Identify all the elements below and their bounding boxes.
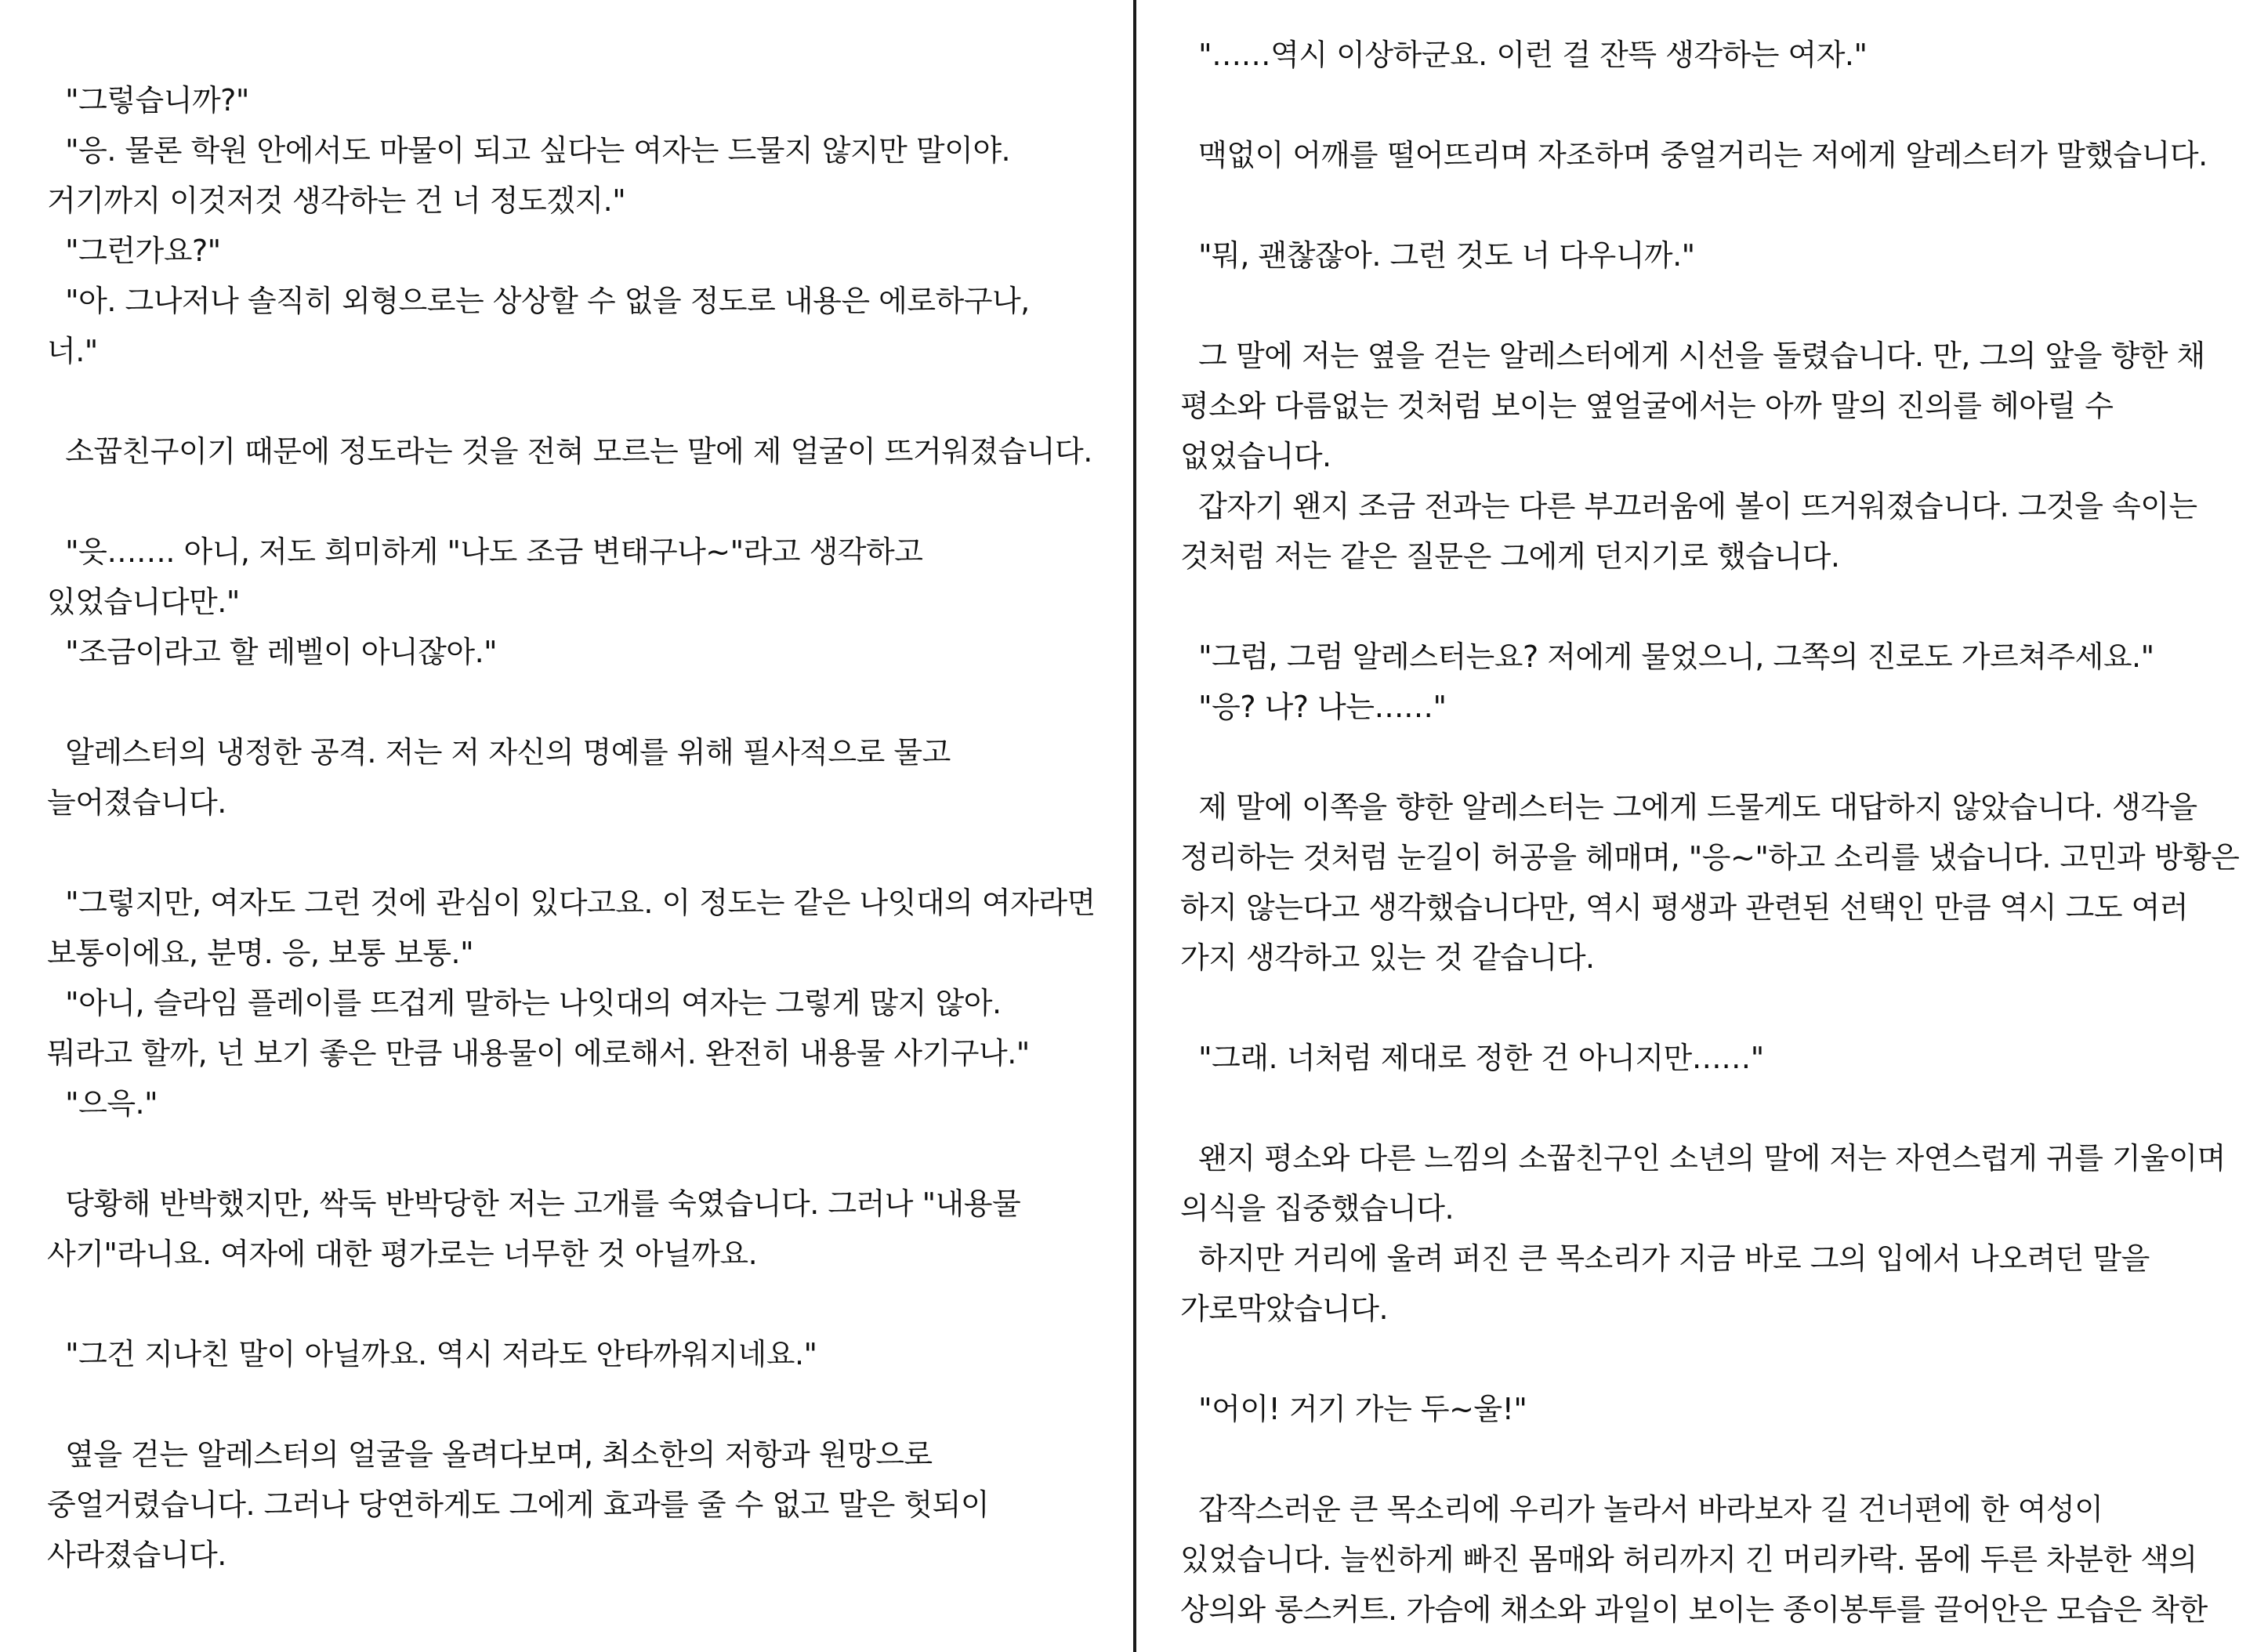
- text-line: 것처럼 저는 같은 질문은 그에게 던지기로 했습니다.: [1180, 539, 1840, 574]
- text-line: 없었습니다.: [1180, 439, 1331, 473]
- text-line: "그렇지만, 여자도 그런 것에 관심이 있다고요. 이 정도는 같은 나잇대의 여자라면: [47, 886, 1096, 920]
- text-line: 있었습니다만.": [47, 585, 240, 619]
- text-line: "으윽.": [47, 1086, 158, 1121]
- text-line: "조금이라고 할 레벨이 아니잖아.": [47, 635, 498, 669]
- text-line: "그런가요?": [47, 234, 221, 268]
- text-line: "그렇습니까?": [47, 83, 249, 118]
- page-divider: [1133, 0, 1136, 1652]
- text-line: "응. 물론 학원 안에서도 마물이 되고 싶다는 여자는 드물지 않지만 말이야.: [47, 133, 1011, 168]
- text-line: 사라졌습니다.: [47, 1538, 226, 1572]
- text-line: 하지 않는다고 생각했습니다만, 역시 평생과 관련된 선택인 만큼 역시 그도 여러: [1180, 890, 2189, 925]
- text-line: 정리하는 것처럼 눈길이 허공을 헤매며, "응~"하고 소리를 냈습니다. 고민과 방황은: [1180, 840, 2240, 875]
- text-line: 거기까지 이것저것 생각하는 건 너 정도겠지.": [47, 183, 626, 218]
- text-line: [1180, 983, 2241, 1033]
- text-line: 그 말에 저는 옆을 걷는 알레스터에게 시선을 돌렸습니다. 만, 그의 앞을 향한 채: [1180, 339, 2205, 373]
- text-line: "그래. 너처럼 제대로 정한 건 아니지만……": [1180, 1041, 1764, 1075]
- text-line: [1180, 1334, 2241, 1384]
- text-line: "뭐, 괜찮잖아. 그런 것도 너 다우니까.": [1180, 238, 1695, 273]
- text-line: "그건 지나친 말이 아닐까요. 역시 저라도 안타까워지네요.": [47, 1337, 817, 1371]
- text-line: 갑자기 왠지 조금 전과는 다른 부끄러움에 볼이 뜨거워졌습니다. 그것을 속이는: [1180, 489, 2197, 523]
- text-line: 뭐라고 할까, 넌 보기 좋은 만큼 내용물이 에로해서. 완전히 내용물 사기구나.": [47, 1036, 1030, 1071]
- text-line: 소꿉친구이기 때문에 정도라는 것을 전혀 모르는 말에 제 얼굴이 뜨거워졌습니다.: [47, 434, 1092, 469]
- text-line: "……역시 이상하군요. 이런 걸 잔뜩 생각하는 여자.": [1180, 38, 1868, 72]
- text-line: 중얼거렸습니다. 그러나 당연하게도 그에게 효과를 줄 수 없고 말은 헛되이: [47, 1487, 990, 1522]
- text-line: 가로막았습니다.: [1180, 1292, 1389, 1326]
- text-line: 보통이에요, 분명. 응, 보통 보통.": [47, 936, 474, 970]
- text-line: 왠지 평소와 다른 느낌의 소꿉친구인 소년의 말에 저는 자연스럽게 귀를 기울이며: [1180, 1141, 2226, 1176]
- text-line: 가지 생각하고 있는 것 같습니다.: [1180, 940, 1595, 975]
- text-line: [1180, 180, 2241, 230]
- text-line: 상의와 롱스커트. 가슴에 채소와 과일이 보이는 종이봉투를 끌어안은 모습은 착한: [1180, 1592, 2208, 1627]
- text-line: 있었습니다. 늘씬하게 빠진 몸매와 허리까지 긴 머리카락. 몸에 두른 차분한 색의: [1180, 1542, 2197, 1577]
- text-line: 갑작스러운 큰 목소리에 우리가 놀라서 바라보자 길 건너편에 한 여성이: [1180, 1492, 2103, 1527]
- text-line: "어이! 거기 가는 두~울!": [1180, 1392, 1527, 1426]
- text-line: "아니, 슬라임 플레이를 뜨겁게 말하는 나잇대의 여자는 그렇게 많지 않아.: [47, 986, 1002, 1020]
- text-line: [47, 677, 1102, 727]
- text-line: 사기"라니요. 여자에 대한 평가로는 너무한 것 아닐까요.: [47, 1237, 758, 1271]
- text-line: 하지만 거리에 울려 퍼진 큰 목소리가 지금 바로 그의 입에서 나오려던 말을: [1180, 1241, 2150, 1276]
- text-line: 의식을 집중했습니다.: [1180, 1191, 1455, 1226]
- text-line: [47, 1379, 1102, 1429]
- text-line: [47, 1129, 1102, 1179]
- text-line: "응? 나? 나는……": [1180, 690, 1447, 724]
- text-line: 평소와 다름없는 것처럼 보이는 옆얼굴에서는 아까 말의 진의를 헤아릴 수: [1180, 389, 2114, 423]
- text-line: [1180, 80, 2241, 130]
- text-line: [1180, 732, 2241, 782]
- text-line: 늘어졌습니다.: [47, 785, 226, 820]
- text-line: 알레스터의 냉정한 공격. 저는 저 자신의 명예를 위해 필사적으로 물고: [47, 735, 951, 770]
- text-line: "아. 그나저나 솔직히 외형으로는 상상할 수 없을 정도로 내용은 에로하구나,: [47, 284, 1030, 318]
- text-line: 옆을 걷는 알레스터의 얼굴을 올려다보며, 최소한의 저항과 원망으로: [47, 1437, 933, 1472]
- text-line: [1180, 1434, 2241, 1484]
- text-line: 당황해 반박했지만, 싹둑 반박당한 저는 고개를 숙였습니다. 그러나 "내용물: [47, 1186, 1021, 1221]
- text-line: [47, 828, 1102, 878]
- text-line: 너.": [47, 334, 98, 368]
- text-line: 맥없이 어깨를 떨어뜨리며 자조하며 중얼거리는 저에게 알레스터가 말했습니다.: [1180, 138, 2208, 172]
- text-line: [47, 476, 1102, 527]
- right-page: [1138, 0, 2257, 1652]
- text-line: [1180, 1083, 2241, 1133]
- text-line: [47, 376, 1102, 426]
- text-line: [1180, 581, 2241, 632]
- text-line: "그럼, 그럼 알레스터는요? 저에게 물었으니, 그쪽의 진로도 가르쳐주세요.": [1180, 639, 2154, 674]
- text-line: [47, 1279, 1102, 1329]
- text-line: "읏……. 아니, 저도 희미하게 "나도 조금 변태구나~"라고 생각하고: [47, 534, 923, 569]
- text-line: [1180, 281, 2241, 331]
- text-line: 제 말에 이쪽을 향한 알레스터는 그에게 드물게도 대답하지 않았습니다. 생각을: [1180, 790, 2197, 824]
